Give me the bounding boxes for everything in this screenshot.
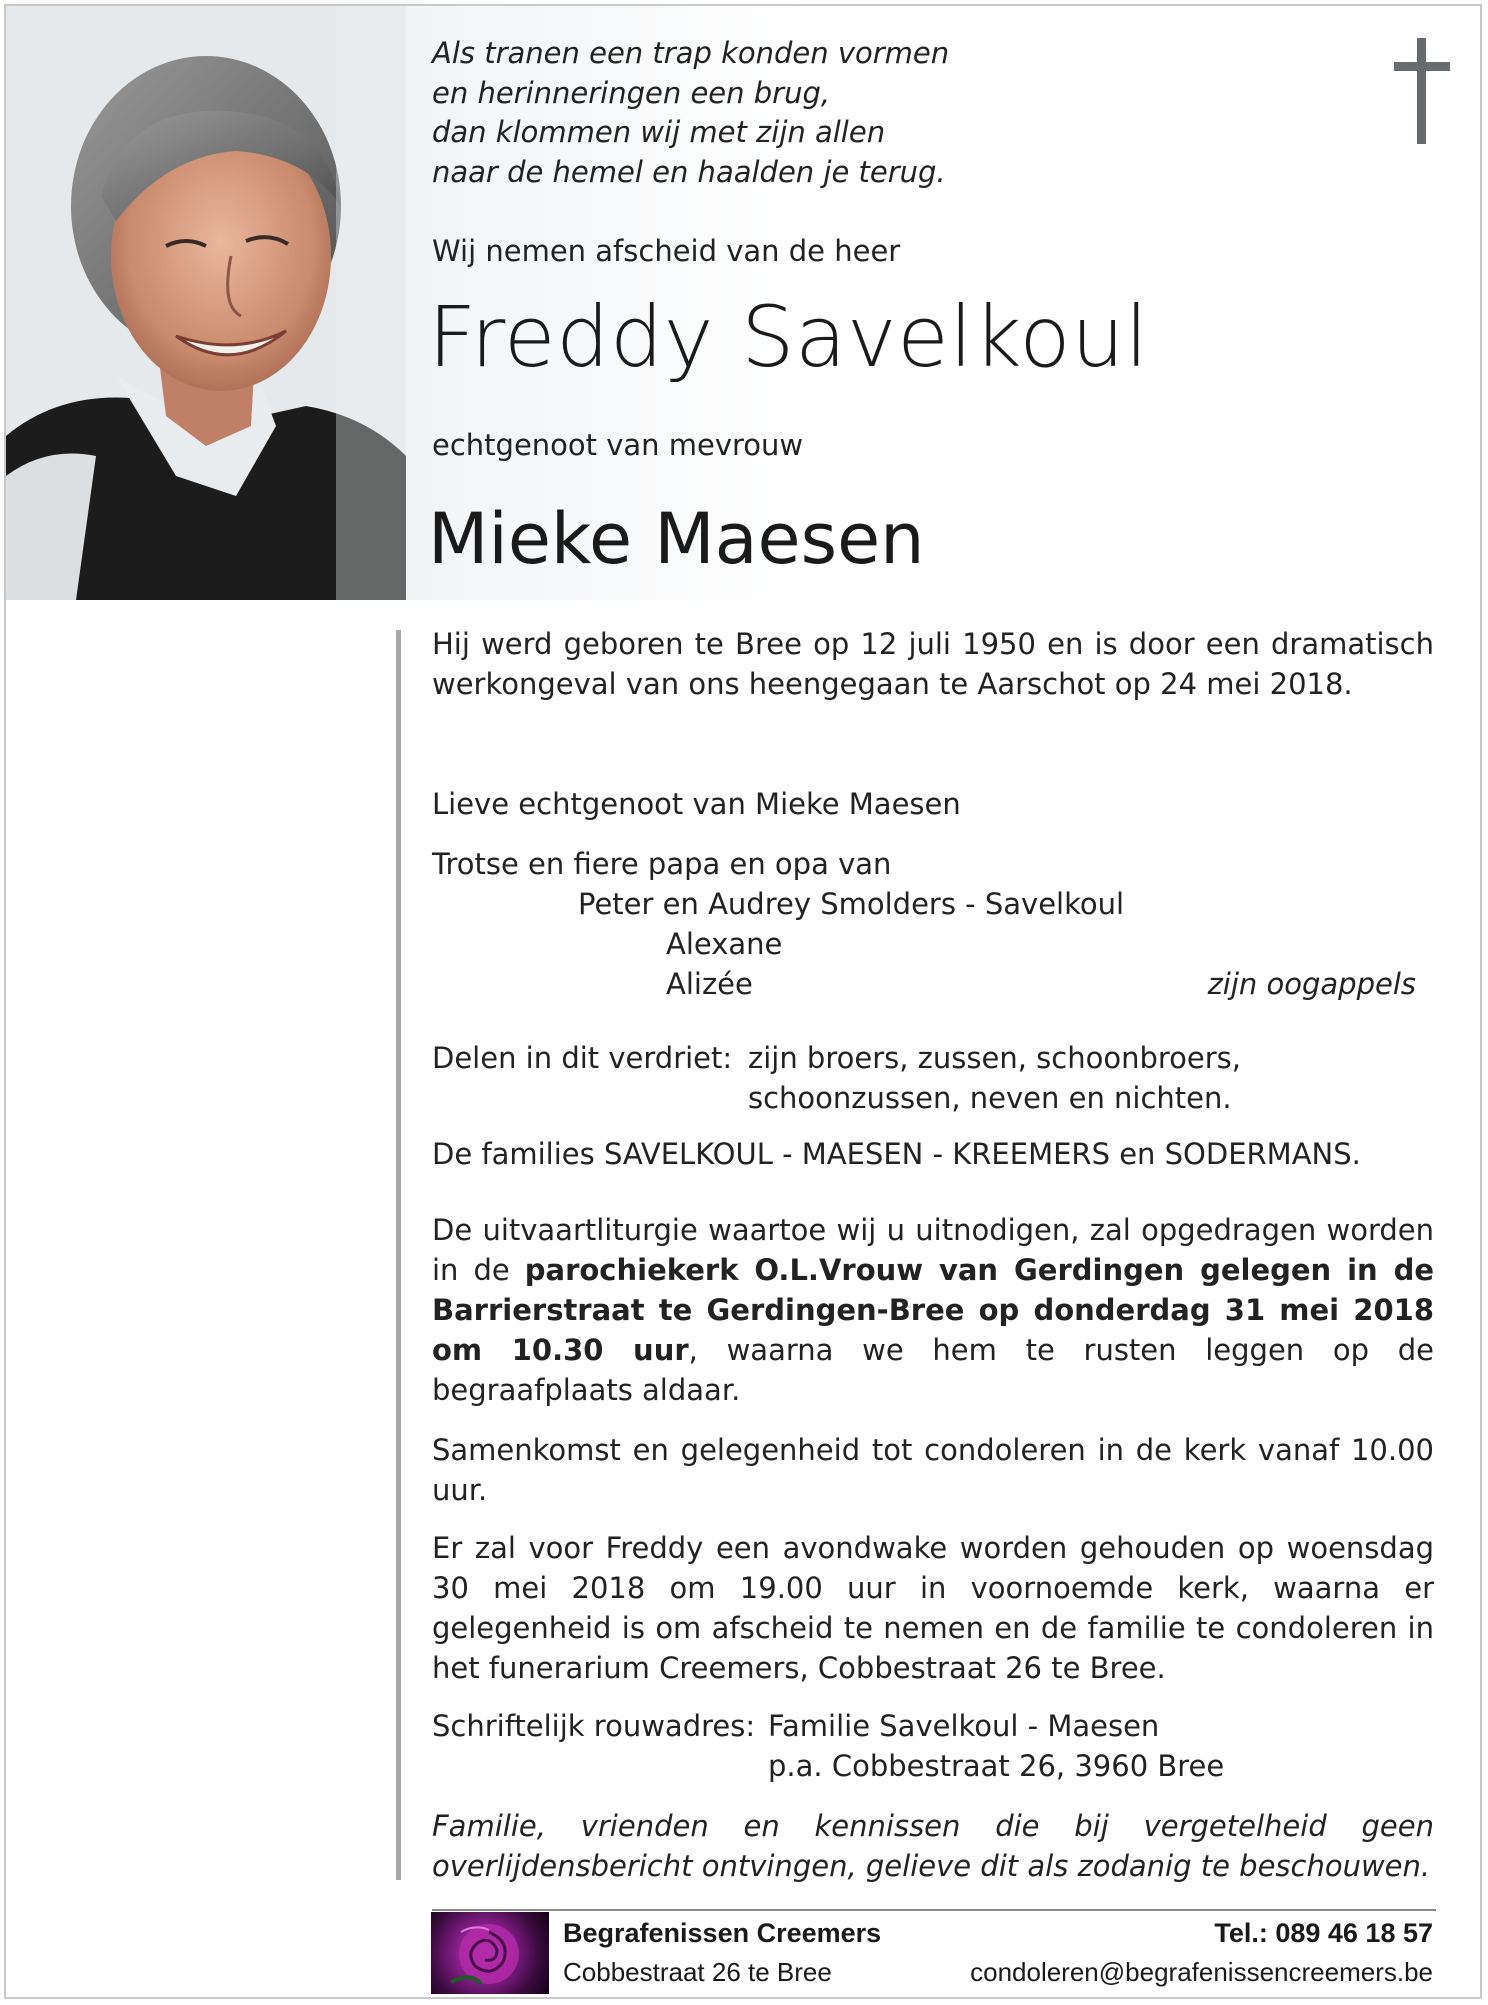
vigil-paragraph: Er zal voor Freddy een avondwake worden gehouden op woensdag 30 mei 2018 om 19.00 uur in voornoemde kerk, waarna er gelegenheid is om afscheid te nemen en de familie te condoleren in het funerarium Creemers, Cobbestraat 26 te Bree. [432,1531,1434,1685]
portrait-photo [6,6,406,600]
grandchildren-note: zijn oogappels [1207,967,1416,1001]
children-line: Peter en Audrey Smolders - Savelkoul [578,887,1125,921]
birth-death-paragraph: Hij werd geboren te Bree op 12 juli 1950 en is door een dramatisch werkongeval van ons heengegaan te Aarschot op 24 mei 2018. [432,627,1434,701]
poem-line: naar de hemel en haalden je terug. [432,154,946,189]
gathering-paragraph: Samenkomst en gelegenheid tot condoleren in de kerk vanaf 10.00 uur. [432,1433,1434,1507]
poem-line: en herinneringen een brug, [432,75,831,110]
spouse-line: Lieve echtgenoot van Mieke Maesen [432,787,961,821]
cross-icon [1394,38,1450,144]
funeral-company-address: Cobbestraat 26 te Bree [563,1957,832,1987]
farewell-intro: Wij nemen afscheid van de heer [432,234,901,268]
grandchild-line: Alizée [666,967,753,1001]
liturgy-text: , waarna we hem te rusten leggen op de begraafplaats aldaar. [432,1333,1435,1407]
grandchild-line: Alexane [666,927,783,961]
vertical-divider [396,630,401,1880]
address-label: Schriftelijk rouwadres: [432,1709,756,1743]
family-intro: Trotse en fiere papa en opa van [432,847,892,881]
liturgy-text: De uitvaartliturgie waartoe wij u uitnodigen, zal opgedragen worden in de [432,1213,1434,1287]
grief-block [432,1038,1434,1118]
families-line: De families SAVELKOUL - MAESEN - KREEMERS en SODERMANS. [432,1137,1361,1171]
liturgy-location: parochiekerk O.L.Vrouw van Gerdingen gelegen in de Barrierstraat te Gerdingen-Bree op donderdag 31 mei 2018 om 10.30 uur [432,1253,1435,1367]
poem [432,34,1152,192]
grief-line: zijn broers, zussen, schoonbroers, [748,1041,1241,1075]
rose-logo [431,1912,549,1994]
poem-line: dan klommen wij met zijn allen [432,115,886,149]
deceased-name: Freddy Savelkoul [428,288,1149,386]
address-block [432,1706,1434,1786]
grandchild-row [432,964,1434,1004]
address-row [432,1706,1434,1746]
grief-line: schoonzussen, neven en nichten. [748,1081,1232,1115]
family-block [432,844,1434,1004]
liturgy-paragraph [432,1210,1434,1410]
address-line: p.a. Cobbestraat 26, 3960 Bree [768,1749,1225,1783]
footer-divider [432,1909,1436,1911]
poem-line: Als tranen een trap konden vormen [432,36,950,70]
email-link[interactable]: condoleren@begrafenissencreemers.be [970,1957,1433,1987]
closing-note: Familie, vrienden en kennissen die bij vergetelheid geen overlijdensbericht ontvingen, gelieve dit als zodanig te beschouwen. [432,1809,1434,1883]
address-line: Familie Savelkoul - Maesen [768,1709,1160,1743]
grief-label: Delen in dit verdriet: [432,1041,733,1075]
phone-number: Tel.: 089 46 18 57 [1214,1918,1433,1948]
funeral-company-name: Begrafenissen Creemers [563,1918,882,1948]
grief-row [432,1038,1434,1078]
spouse-intro: echtgenoot van mevrouw [432,428,804,462]
spouse-name: Mieke Maesen [428,498,925,580]
